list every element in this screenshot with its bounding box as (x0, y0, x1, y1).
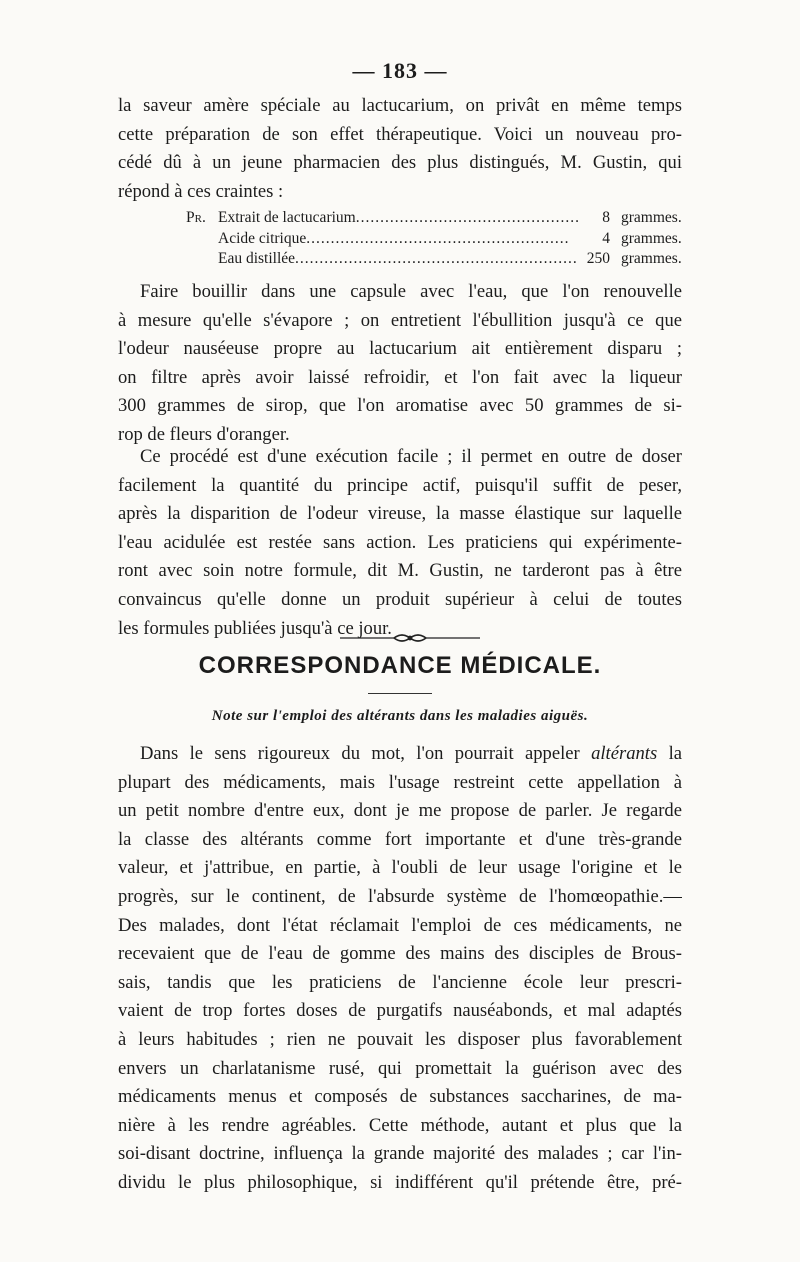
recipe-ingredient: Eau distillée.......................................................... (218, 250, 578, 267)
emphasis-term: altérants (591, 743, 658, 764)
text-line: recevaient que de l'eau de gomme des mains des disciples de Brous- (118, 943, 682, 965)
recipe-prefix: Pr. (186, 209, 206, 226)
text-line: Des malades, dont l'état réclamait l'emploi de ces médicaments, ne (118, 914, 682, 936)
recipe-row (118, 208, 682, 229)
text-line: à mesure qu'elle s'évapore ; on entretient l'ébullition jusqu'à ce que (118, 309, 682, 331)
text-line: rop de fleurs d'oranger. (118, 423, 290, 445)
text-line: la saveur amère spéciale au lactucarium, on privât en même temps (118, 95, 682, 116)
text-line: plupart des médicaments, mais l'usage restreint cette appellation à (118, 771, 682, 793)
text-line: soi-disant doctrine, influença la grande majorité des malades ; car l'in- (118, 1143, 682, 1165)
text-line: les formules publiées jusqu'à ce jour. (118, 617, 392, 639)
text-line: progrès, sur le continent, de l'absurde système de l'homœopathie.— (118, 885, 682, 907)
section-title: CORRESPONDANCE MÉDICALE. (198, 652, 602, 679)
text-line: convaincus qu'elle donne un produit supérieur à celui de toutes (118, 588, 682, 610)
ornament-divider (340, 631, 480, 645)
text-line: médicaments menus et composés de substances saccharines, de ma- (118, 1086, 682, 1108)
text-line: Faire bouillir dans une capsule avec l'eau, que l'on renouvelle (140, 281, 682, 302)
text-line: envers un charlatanisme rusé, qui promettait la guérison avec des (118, 1057, 682, 1079)
paragraph-procedure (118, 443, 682, 643)
recipe-row (118, 229, 682, 250)
paragraph-preparation (118, 278, 682, 450)
text-line: cédé dû à un jeune pharmacien des plus distingués, M. Gustin, qui (118, 152, 682, 174)
text-line: à leurs habitudes ; rien ne pouvait les disposer plus favorablement (118, 1028, 682, 1050)
recipe-list (118, 208, 682, 270)
text-line: un petit nombre d'entre eux, dont je me propose de parler. Je regarde (118, 800, 682, 822)
recipe-ingredient: Extrait de lactucarium.............................................. (218, 209, 580, 226)
note-title: Note sur l'emploi des altérants dans les maladies aiguës. (211, 708, 589, 724)
text-line: facilement la quantité du principe actif, puisqu'il suffit de peser, (118, 474, 682, 496)
recipe-row (118, 249, 682, 270)
text-line: valeur, et j'attribue, en partie, à l'oubli de leur usage l'origine et le (118, 857, 682, 879)
text-line: on filtre après avoir laissé refroidir, et l'on fait avec la liqueur (118, 366, 682, 388)
text-line: cette préparation de son effet thérapeutique. Voici un nouveau pro- (118, 123, 682, 145)
recipe-quantity: 4 (602, 229, 610, 247)
text-line: dividu le plus philosophique, si indifférent qu'il prétende être, pré- (118, 1171, 682, 1193)
text-line: nière à les rendre agréables. Cette méthode, autant et plus que la (118, 1114, 682, 1136)
paragraph-note (118, 740, 682, 1198)
page-number: — 183 — (352, 58, 448, 83)
text-line: sais, tandis que les praticiens de l'ancienne école leur prescri- (118, 971, 682, 993)
text-line: vaient de trop fortes doses de purgatifs nauséabonds, et mal adaptés (118, 1000, 682, 1022)
text-line: répond à ces craintes : (118, 180, 284, 202)
recipe-quantity: 8 (602, 209, 610, 226)
text-line: la classe des altérants comme fort importante et d'une très-grande (118, 828, 682, 850)
text-line: l'odeur nauséeuse propre au lactucarium ait entièrement disparu ; (118, 338, 682, 360)
paragraph-intro (118, 92, 682, 206)
divider (368, 693, 432, 694)
text-line: après la disparition de l'odeur vireuse, la masse élastique sur laquelle (118, 503, 682, 525)
text-line: Dans le sens rigoureux du mot, l'on pourrait appeler altérants la (140, 743, 682, 764)
recipe-unit: grammes. (621, 209, 682, 226)
text-line: 300 grammes de sirop, que l'on aromatise avec 50 grammes de si- (118, 395, 682, 417)
recipe-unit: grammes. (621, 250, 682, 267)
recipe-quantity: 250 (586, 250, 610, 267)
recipe-ingredient: Acide citrique...................................................... (218, 229, 570, 247)
text-line: l'eau acidulée est restée sans action. Les praticiens qui expérimente- (118, 531, 682, 553)
text-line: ront avec soin notre formule, dit M. Gustin, ne tarderont pas à être (118, 560, 682, 582)
recipe-unit: grammes. (621, 229, 682, 247)
text-line: Ce procédé est d'une exécution facile ; il permet en outre de doser (140, 446, 682, 467)
